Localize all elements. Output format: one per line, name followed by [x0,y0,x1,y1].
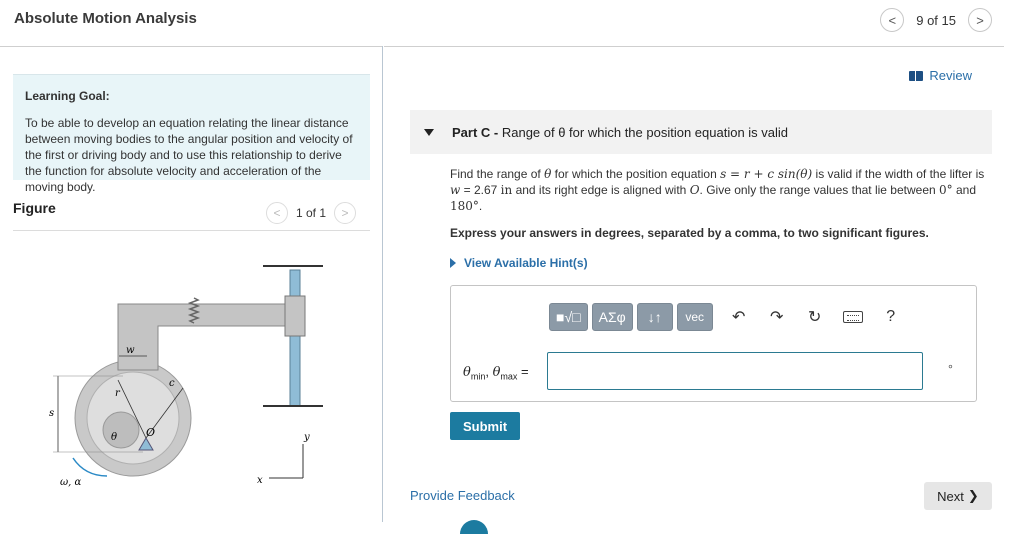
chevron-right-icon: > [976,12,984,28]
question-segment: and its right edge is aligned with [512,183,690,197]
mechanism-figure [13,240,370,500]
previous-figure-button[interactable] [266,202,288,224]
answer-area [450,285,977,402]
omega-alpha-label: ω, α [60,477,82,488]
part-prefix: Part C - [452,124,502,140]
slider-block [285,296,305,336]
question-segment: . Give only the range values that lie between [699,183,940,197]
redo-icon[interactable]: ↷ [769,309,784,326]
item-counter: 9 of 15 [916,12,956,28]
undo-icon[interactable]: ↶ [731,309,746,326]
guide-rod [290,270,300,406]
divider [13,230,370,231]
o-label: O [146,426,156,439]
part-title [452,125,788,140]
theta-symbol: θ [544,167,552,181]
part-c-header[interactable] [410,110,992,154]
previous-item-button[interactable] [880,8,904,32]
part-title-text: Range of θ for which the position equation is valid [501,124,789,140]
separator: , [485,364,493,379]
degree-unit: ∘ [947,361,954,373]
w-label: w [126,345,135,356]
w-unit: in [500,183,513,197]
submit-button[interactable]: Submit [450,412,520,440]
o-symbol: O [689,183,700,197]
min-subscript: min [470,371,486,382]
y-axis-label: y [304,432,310,443]
w-value: = 2.67 [460,183,501,197]
question-segment: and [952,183,977,197]
next-button[interactable] [924,482,992,510]
panel-divider[interactable] [382,46,383,522]
s-label: s [49,408,55,419]
greek-symbols-button[interactable]: ΑΣφ [592,303,633,331]
equals-sign: = [517,364,529,379]
question-segment: Find the range of [450,167,545,181]
learning-goal-title: Learning Goal: [25,89,110,103]
review-link[interactable] [909,68,972,83]
item-pager [880,8,992,32]
upper-bound: 180° [450,199,479,213]
divider [0,46,382,47]
chevron-left-icon: < [888,12,897,28]
expand-caret-icon [450,258,456,268]
collapse-caret-icon [424,129,434,136]
math-toolbar [549,303,907,331]
lower-bound: 0° [939,183,953,197]
chevron-right-icon: ❯ [967,488,979,503]
max-subscript: max [500,371,518,382]
learning-goal-panel [13,74,370,194]
chevron-left-icon: < [273,206,281,220]
figure-counter: 1 of 1 [296,206,327,220]
figure-label: Figure [13,200,56,216]
book-icon [909,71,923,81]
question-segment: is valid if the width of the lifter is [812,167,985,181]
theta-symbol: θ [463,365,471,380]
w-variable: w [450,183,461,197]
view-hints-link[interactable] [450,256,588,270]
question-segment: for which the position equation [551,167,721,181]
learning-goal-text: To be able to develop an equation relating the linear distance between moving bodies to the angular position and velocity of the first or driving body and to use this relationship to derive the function for absolute velocity and acceleration of the moving body. [25,116,353,194]
x-axis-label: x [257,475,263,486]
question-text [450,166,995,214]
templates-button[interactable]: ■√□ [549,303,588,331]
answer-input[interactable] [547,352,923,390]
position-equation: s = r + c sin(θ) [720,167,813,181]
next-label: Next [937,488,964,504]
page-title: Absolute Motion Analysis [14,10,197,27]
vector-button[interactable]: vec [677,303,713,331]
provide-feedback-link[interactable]: Provide Feedback [410,488,515,503]
question-segment: . [478,199,483,213]
theta-symbol: θ [492,365,501,380]
help-icon[interactable]: ? [886,308,896,325]
scroll-indicator[interactable] [460,520,488,534]
top-bar [0,0,1024,40]
figure-pager [266,202,356,224]
next-figure-button[interactable] [334,202,356,224]
chevron-right-icon: > [341,206,349,220]
c-label: c [169,378,175,389]
answer-instruction: Express your answers in degrees, separated by a comma, to two significant figures. [450,226,929,240]
theta-label: θ [111,432,118,443]
reset-icon[interactable]: ↻ [807,309,822,326]
arrows-button[interactable]: ↓↑ [637,303,673,331]
lifter-arm [118,304,288,370]
cam-hub [103,412,139,448]
keyboard-icon[interactable] [837,303,869,331]
hint-label: View Available Hint(s) [464,256,588,270]
next-item-button[interactable] [968,8,992,32]
review-label: Review [929,68,972,83]
divider [384,46,1004,47]
r-label: r [115,388,120,399]
answer-label [463,364,529,382]
